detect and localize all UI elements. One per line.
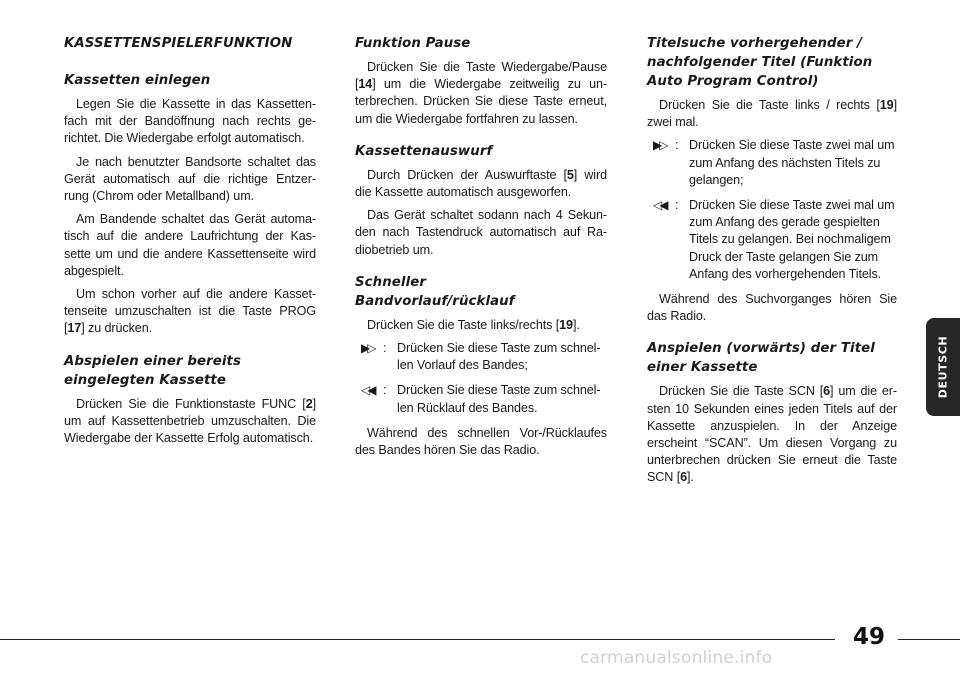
item-text: Drücken Sie diese Taste zwei mal um zum Anfang des nächsten Titels zu gelangen;	[689, 138, 895, 187]
paragraph-text: Drücken Sie die Taste links / rechts [	[659, 98, 880, 112]
button-reference: 6	[823, 384, 831, 399]
column-2	[355, 34, 607, 465]
paragraph	[647, 383, 897, 486]
item-text: Drücken Sie diese Taste zum schnel-len Vorlauf des Bandes;	[397, 341, 601, 373]
paragraph	[64, 286, 316, 338]
paragraph: Je nach benutzter Bandsorte schaltet das Gerät automatisch auf die richtige Entzer-rung (Chrom oder Metallband) um.	[64, 154, 316, 204]
heading-abspielen	[64, 352, 316, 390]
footer-rule	[0, 639, 835, 640]
heading-line: einer Kassette	[647, 360, 758, 376]
column-3	[647, 34, 897, 493]
colon: :	[675, 198, 679, 213]
button-reference: 2	[305, 396, 313, 411]
paragraph: Legen Sie die Kassette in das Kassetten-fach mit der Bandöffnung nach rechts ge-richtet. Die Wiedergabe erfolgt automatisch.	[64, 97, 316, 146]
paragraph: Während des schnellen Vor-/Rücklaufes des Bandes hören Sie das Radio.	[355, 425, 607, 458]
colon: :	[675, 138, 679, 153]
footer-rule	[898, 639, 960, 640]
paragraph-text: Drücken Sie die Taste SCN [	[659, 384, 824, 399]
paragraph	[355, 317, 607, 334]
heading-line: Schneller	[355, 274, 427, 290]
heading-line: Auto Program Control)	[647, 74, 819, 89]
paragraph: Während des Suchvorganges hören Sie das Radio.	[647, 292, 897, 324]
language-tab-label: DEUTSCH	[936, 335, 950, 399]
heading-kassetten-einlegen: Kassetten einlegen	[64, 73, 211, 88]
button-reference: 19	[879, 98, 894, 112]
heading-funktion-pause: Funktion Pause	[355, 36, 471, 51]
fast-forward-icon: ▶▷	[653, 138, 666, 153]
heading-titelsuche	[647, 34, 897, 91]
paragraph	[355, 59, 607, 128]
paragraph: Das Gerät schaltet sodann nach 4 Sekun-den nach Tastendruck automatisch auf Ra-diobetrieb um.	[355, 208, 607, 257]
paragraph-text: ] zwei mal.	[647, 98, 897, 130]
heading-line: Bandvorlauf/rücklauf	[355, 293, 515, 309]
heading-line: eingelegten Kassette	[64, 372, 226, 388]
paragraph-text: Drücken Sie die Taste Wiedergabe/Pause [	[355, 60, 607, 92]
paragraph: Am Bandende schaltet das Gerät automa-tisch auf die andere Laufrichtung der Kas-sette um und die andere Kassettenseite wird abgespielt.	[64, 212, 316, 278]
button-reference: 6	[680, 470, 687, 485]
button-reference: 19	[559, 317, 573, 332]
paragraph-text: Drücken Sie die Taste links/rechts [	[367, 317, 560, 332]
watermark: carmanualsonline.info	[580, 648, 773, 668]
heading-line: Abspielen einer bereits	[64, 353, 241, 369]
paragraph-text: ] wird die Kassette automatisch ausgeworfen.	[355, 167, 607, 200]
heading-line: Anspielen (vorwärts) der Titel	[647, 341, 875, 357]
paragraph-text: ] um die Wiedergabe zeitweilig zu un-terbrechen. Drücken Sie diese Taste erneut, um die Wiedergabe fortfahren zu lassen.	[355, 77, 607, 126]
heading-anspielen	[647, 339, 897, 377]
paragraph-text: Um schon vorher auf die andere Kasset-tenseite umzuschalten ist die Taste PROG [	[64, 287, 316, 336]
heading-line: Titelsuche vorhergehender /	[647, 36, 863, 51]
item-text: Drücken Sie diese Taste zum schnel-len Rücklauf des Bandes.	[397, 383, 601, 415]
fast-forward-icon: ▶▷	[361, 341, 374, 356]
paragraph	[355, 167, 607, 201]
button-reference: 5	[566, 167, 574, 182]
item-text: Drücken Sie diese Taste zwei mal um zum Anfang des gerade gespielten Titels zu gelangen. Bei nochmaligem Druck der Taste gelangen Sie zum Anfang des vorhergehenden Titels.	[689, 198, 895, 281]
forward-item	[355, 340, 607, 374]
paragraph	[64, 396, 316, 448]
paragraph-text: ] um auf Kassettenbetrieb umzuschalten. Die Wiedergabe der Kassette Erfolg automatisch.	[64, 396, 316, 446]
language-tab	[926, 318, 960, 416]
paragraph-text: ].	[687, 470, 694, 485]
heading-kassettenauswurf: Kassettenauswurf	[355, 143, 493, 159]
heading-schneller-bandvorlauf	[355, 273, 607, 311]
rewind-icon: ◁◀	[361, 383, 374, 398]
page-title: KASSETTENSPIELERFUNKTION	[64, 36, 293, 51]
button-reference: 14	[358, 77, 373, 92]
rewind-icon: ◁◀	[653, 198, 666, 213]
rewind-item	[647, 197, 897, 283]
paragraph-text: ].	[572, 317, 580, 332]
paragraph-text: ] um die er-sten 10 Sekunden eines jeden Titels auf der Kassette anzuspielen. In der Anzeige erscheint “SCAN”. Um diesen Vorgang zu unterbrechen drücken Sie erneut die Taste SCN [	[647, 384, 897, 485]
paragraph-text: Durch Drücken der Auswurftaste [	[367, 167, 567, 182]
heading-line: nachfolgender Titel (Funktion	[647, 55, 873, 70]
column-1	[64, 34, 316, 453]
colon: :	[383, 341, 387, 356]
paragraph-text: Drücken Sie die Funktionstaste FUNC [	[76, 396, 306, 411]
paragraph-text: ] zu drücken.	[81, 321, 153, 336]
rewind-item	[355, 382, 607, 416]
page-number: 49	[852, 624, 885, 650]
paragraph	[647, 97, 897, 131]
forward-item	[647, 137, 897, 189]
colon: :	[383, 383, 387, 398]
button-reference: 17	[67, 321, 82, 336]
